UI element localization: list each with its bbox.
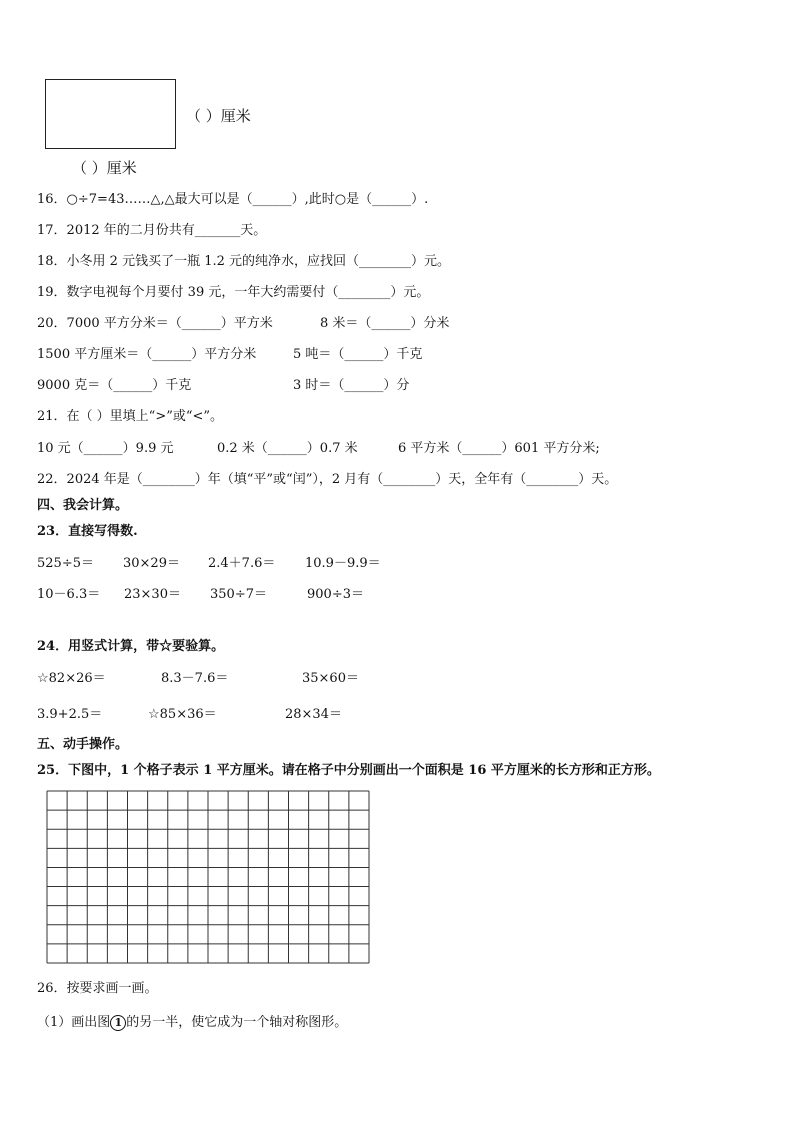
question-line: 16．○÷7=43……△,△最大可以是（______）,此时○是（______）. bbox=[37, 192, 429, 207]
question-line: 350÷7＝ bbox=[210, 587, 267, 602]
question-line: 10 元（______）9.9 元 bbox=[37, 441, 174, 456]
question-line: 24．用竖式计算，带☆要验算。 bbox=[37, 639, 225, 654]
measure-rectangle bbox=[45, 79, 176, 149]
question-line: 21．在（ ）里填上“>”或“<”。 bbox=[37, 409, 224, 424]
question-line: 19．数字电视每个月要付 39 元，一年大约需要付（________）元。 bbox=[37, 285, 430, 300]
square-grid[interactable] bbox=[45, 789, 371, 965]
question-line: 17．2012 年的二月份共有_______天。 bbox=[37, 223, 267, 238]
q26-sub1 bbox=[37, 1011, 347, 1031]
question-line: 35×60＝ bbox=[302, 671, 359, 686]
question-line: 26．按要求画一画。 bbox=[37, 981, 158, 996]
question-line: 25．下图中，1 个格子表示 1 平方厘米。请在格子中分别画出一个面积是 16 平方厘米的长方形和正方形。 bbox=[37, 763, 660, 778]
question-line: 3.9+2.5＝ bbox=[37, 707, 103, 722]
question-line: 10.9－9.9＝ bbox=[305, 556, 381, 571]
question-line: ☆85×36＝ bbox=[148, 707, 217, 722]
question-line: 0.2 米（______）0.7 米 bbox=[217, 441, 358, 456]
question-line: 9000 克＝（______）千克 bbox=[37, 378, 192, 393]
question-line: 28×34＝ bbox=[285, 707, 342, 722]
question-line: 18．小冬用 2 元钱买了一瓶 1.2 元的纯净水，应找回（________）元。 bbox=[37, 254, 451, 269]
q26-sub1-suffix: 的另一半，使它成为一个轴对称图形。 bbox=[126, 1015, 348, 1030]
rectangle-width-label: （ ）厘米 bbox=[186, 107, 251, 125]
question-line: 30×29＝ bbox=[123, 556, 180, 571]
question-line: 22．2024 年是（________）年（填“平”或“闰”），2 月有（________）天，全年有（________）天。 bbox=[37, 472, 618, 487]
question-line: 10－6.3＝ bbox=[37, 587, 101, 602]
question-line: 900÷3＝ bbox=[307, 587, 364, 602]
question-line: 2.4＋7.6＝ bbox=[208, 556, 276, 571]
question-line: 6 平方米（______）601 平方分米; bbox=[398, 441, 600, 456]
question-line: ☆82×26＝ bbox=[37, 671, 106, 686]
rectangle-height-label: （ ）厘米 bbox=[72, 159, 137, 177]
question-line: 1500 平方厘米＝（______）平方分米 bbox=[37, 347, 257, 362]
figure-number-circle: 1 bbox=[110, 1015, 126, 1031]
question-line: 23×30＝ bbox=[124, 587, 181, 602]
question-line: 5 吨＝（______）千克 bbox=[293, 347, 423, 362]
q26-sub1-prefix: （1）画出图 bbox=[37, 1015, 111, 1030]
question-line: 五、动手操作。 bbox=[37, 737, 129, 752]
question-line: 3 时＝（______）分 bbox=[293, 378, 410, 393]
question-line: 23．直接写得数. bbox=[37, 524, 138, 539]
question-line: 8.3－7.6＝ bbox=[161, 671, 229, 686]
question-line: 525÷5＝ bbox=[37, 556, 94, 571]
question-line: 20．7000 平方分米＝（______）平方米 bbox=[37, 316, 273, 331]
question-line: 四、我会计算。 bbox=[37, 498, 129, 513]
question-line: 8 米＝（______）分米 bbox=[320, 316, 450, 331]
